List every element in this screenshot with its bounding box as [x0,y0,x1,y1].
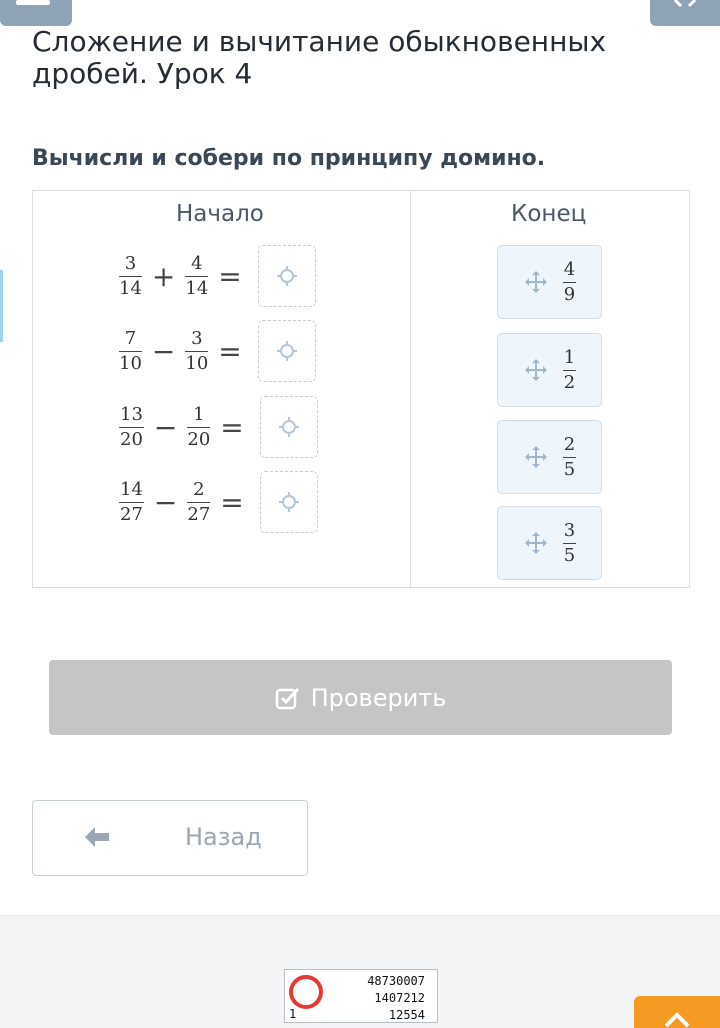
fraction-a: $\frac{7}{10}$ [119,327,142,374]
answer-tile[interactable] [497,506,602,580]
equation-row [119,471,318,533]
menu-icon [16,0,50,5]
back-button[interactable] [32,800,308,876]
equals-sign: = [218,334,242,368]
chevron-up-icon [662,1010,692,1028]
drop-slot[interactable] [258,320,316,382]
ad-left-number: 1 [289,1007,297,1021]
move-icon [523,269,549,295]
answer-tile[interactable] [497,245,602,319]
fraction-b: $\frac{3}{10}$ [185,327,209,374]
move-icon [523,530,549,556]
side-marker [0,270,3,342]
start-column-header: Начало [176,201,264,227]
fraction-a: $\frac{14}{27}$ [120,478,143,525]
operator: − [153,410,178,444]
page-title: Сложение и вычитание обыкновенных дробей. Урок 4 [32,25,607,90]
crosshair-icon [278,491,300,513]
close-icon [672,0,698,10]
operator: − [153,485,178,519]
domino-board [32,190,690,588]
equals-sign: = [220,410,244,444]
answer-tile[interactable] [497,420,602,494]
tile-fraction: $\frac{1}{2}$ [563,346,576,393]
move-icon [523,357,549,383]
equals-sign: = [220,485,244,519]
fraction-b: $\frac{2}{27}$ [187,478,211,525]
fraction-b: $\frac{4}{14}$ [185,252,209,299]
scroll-up-button[interactable] [634,996,720,1028]
red-circle-icon [289,975,323,1009]
crosshair-icon [276,340,298,362]
equals-sign: = [218,259,242,293]
tile-fraction: $\frac{4}{9}$ [563,258,576,305]
checkbox-check-icon [275,686,301,710]
operator: − [151,334,176,368]
operator: + [151,259,176,293]
menu-button[interactable] [0,0,72,26]
back-button-label: Назад [185,823,262,851]
fraction-a: $\frac{3}{14}$ [119,252,142,299]
drop-slot[interactable] [258,245,316,307]
check-button-label: Проверить [310,683,447,712]
column-divider [410,191,411,587]
drop-slot[interactable] [260,396,318,458]
fraction-a: $\frac{13}{20}$ [120,403,143,450]
move-icon [523,444,549,470]
ad-numbers: 48730007 1407212 12554 [367,974,425,1022]
tile-fraction: $\frac{3}{5}$ [563,519,576,566]
answer-tile[interactable] [497,333,602,407]
crosshair-icon [278,416,300,438]
equation-row [119,320,316,382]
arrow-left-icon [83,825,111,849]
ad-thumbnail[interactable] [284,969,438,1023]
close-button[interactable] [650,0,720,26]
fraction-b: $\frac{1}{20}$ [187,403,211,450]
tile-fraction: $\frac{2}{5}$ [563,433,576,480]
equation-row [119,396,318,458]
equation-row [119,245,316,307]
check-button[interactable] [49,660,672,735]
crosshair-icon [276,265,298,287]
task-instruction: Вычисли и собери по принципу домино. [32,146,546,171]
drop-slot[interactable] [260,471,318,533]
end-column-header: Конец [511,201,587,227]
